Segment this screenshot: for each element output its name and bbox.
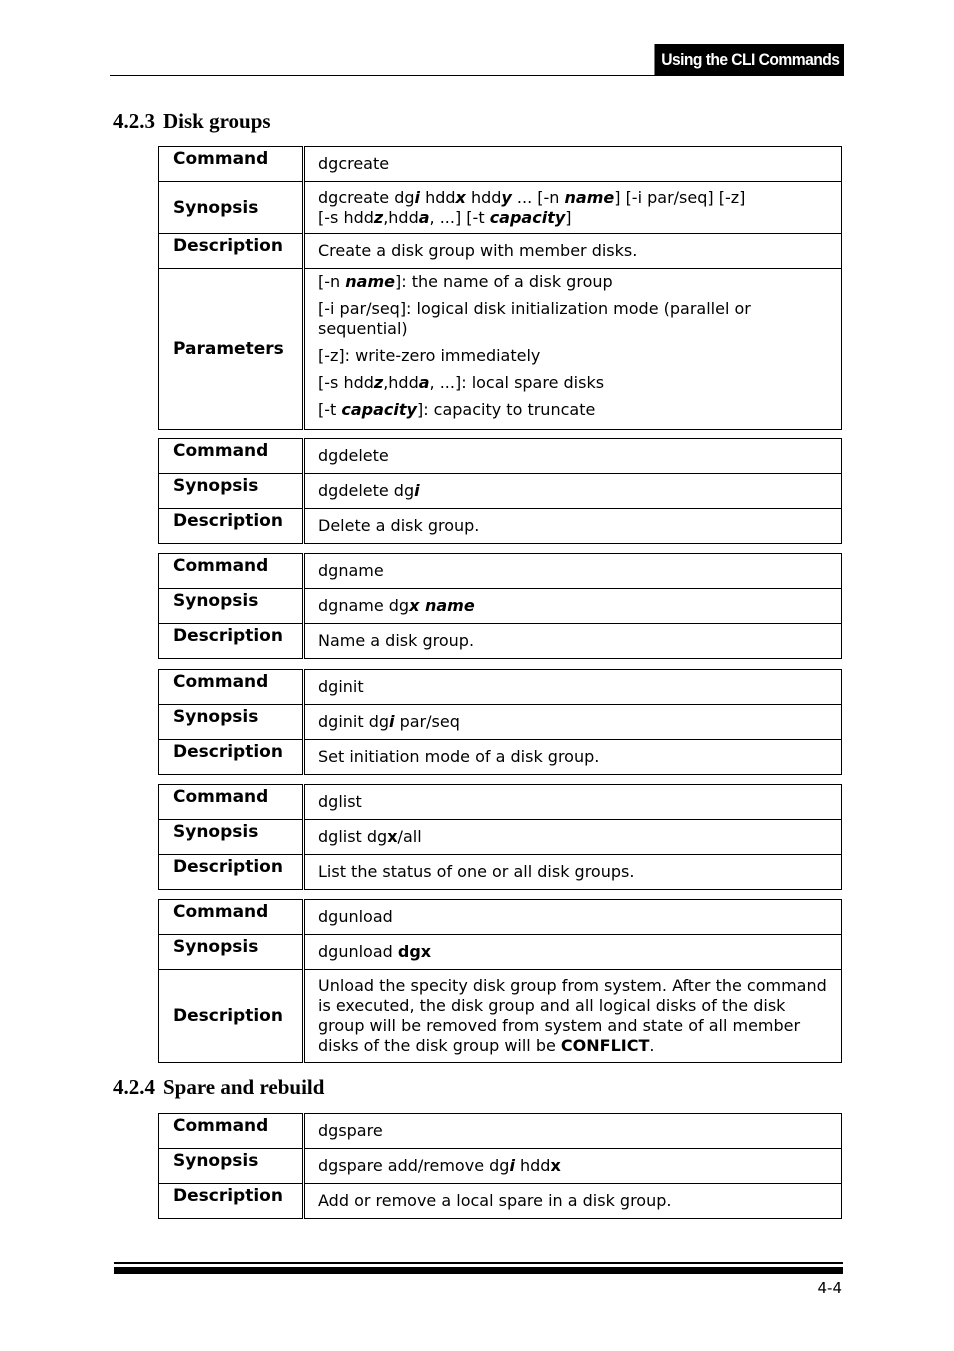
dgunload-command-table: [158, 899, 842, 1063]
synopsis-value: dgname dgx name: [304, 589, 842, 624]
description-label: Description: [159, 970, 304, 1063]
description-value: Add or remove a local spare in a disk group.: [304, 1184, 842, 1219]
description-value: Create a disk group with member disks.: [304, 234, 842, 269]
synopsis-label: Synopsis: [159, 820, 304, 855]
dginit-command-table: [158, 669, 842, 775]
description-value: List the status of one or all disk groups.: [304, 855, 842, 890]
description-label: Description: [159, 740, 304, 775]
description-value: Delete a disk group.: [304, 509, 842, 544]
chapter-header-tab: Using the CLI Commands: [654, 44, 844, 75]
synopsis-value: dginit dgi par/seq: [304, 705, 842, 740]
section-number: 4.2.4: [113, 1075, 155, 1099]
synopsis-value: dglist dgx/all: [304, 820, 842, 855]
parameters-value: [304, 269, 842, 430]
synopsis-label: Synopsis: [159, 589, 304, 624]
description-label: Description: [159, 624, 304, 659]
description-label: Description: [159, 855, 304, 890]
param-write-zero: [-z]: write-zero immediately: [318, 346, 541, 365]
command-label: Command: [159, 439, 304, 474]
parameters-label: Parameters: [159, 269, 304, 430]
description-label: Description: [159, 509, 304, 544]
command-value: dgname: [304, 554, 842, 589]
synopsis-label: Synopsis: [159, 474, 304, 509]
command-value: dgdelete: [304, 439, 842, 474]
description-value: Unload the specity disk group from system. After the command is executed, the disk group and all logical disks of the disk group will be removed from system and state of all member disks of the disk group will be CONFLICT.: [304, 970, 842, 1063]
section-heading-disk-groups: [113, 109, 271, 134]
synopsis-label: Synopsis: [159, 182, 304, 234]
section-heading-spare-rebuild: [113, 1075, 324, 1100]
command-label: Command: [159, 670, 304, 705]
synopsis-label: Synopsis: [159, 1149, 304, 1184]
dgspare-command-table: [158, 1113, 842, 1219]
dgname-command-table: [158, 553, 842, 659]
command-value: dginit: [304, 670, 842, 705]
dgdelete-command-table: [158, 438, 842, 544]
command-label: Command: [159, 900, 304, 935]
synopsis-label: Synopsis: [159, 705, 304, 740]
description-value: Set initiation mode of a disk group.: [304, 740, 842, 775]
synopsis-label: Synopsis: [159, 935, 304, 970]
synopsis-value: dgunload dgx: [304, 935, 842, 970]
command-value: dgcreate: [304, 147, 842, 182]
command-value: dgspare: [304, 1114, 842, 1149]
page-number: 4-4: [817, 1279, 842, 1297]
section-title: Spare and rebuild: [163, 1075, 325, 1099]
command-label: Command: [159, 785, 304, 820]
description-label: Description: [159, 234, 304, 269]
footer-rule-thick: [114, 1267, 843, 1274]
command-value: dgunload: [304, 900, 842, 935]
synopsis-value: dgdelete dgi: [304, 474, 842, 509]
param-name: [-n name]: the name of a disk group: [318, 272, 613, 291]
header-rule: [110, 75, 844, 76]
description-label: Description: [159, 1184, 304, 1219]
command-value: dglist: [304, 785, 842, 820]
command-label: Command: [159, 554, 304, 589]
command-label: Command: [159, 1114, 304, 1149]
description-value: Name a disk group.: [304, 624, 842, 659]
section-number: 4.2.3: [113, 109, 155, 133]
footer-rule-thin: [114, 1262, 843, 1264]
param-local-spare: [-s hddz,hdda, ...]: local spare disks: [318, 373, 605, 392]
command-label: Command: [159, 147, 304, 182]
dglist-command-table: [158, 784, 842, 890]
param-capacity: [-t capacity]: capacity to truncate: [318, 400, 596, 419]
synopsis-value: dgspare add/remove dgi hddx: [304, 1149, 842, 1184]
param-init-mode: [-i par/seq]: logical disk initialization mode (parallel or sequential): [318, 299, 751, 338]
section-title: Disk groups: [163, 109, 271, 133]
synopsis-value: dgcreate dgi hddx hddy ... [-n name] [-i par/seq] [-z] [-s hddz,hdda, ...] [-t capacity]: [304, 182, 842, 234]
dgcreate-command-table: [158, 146, 842, 430]
